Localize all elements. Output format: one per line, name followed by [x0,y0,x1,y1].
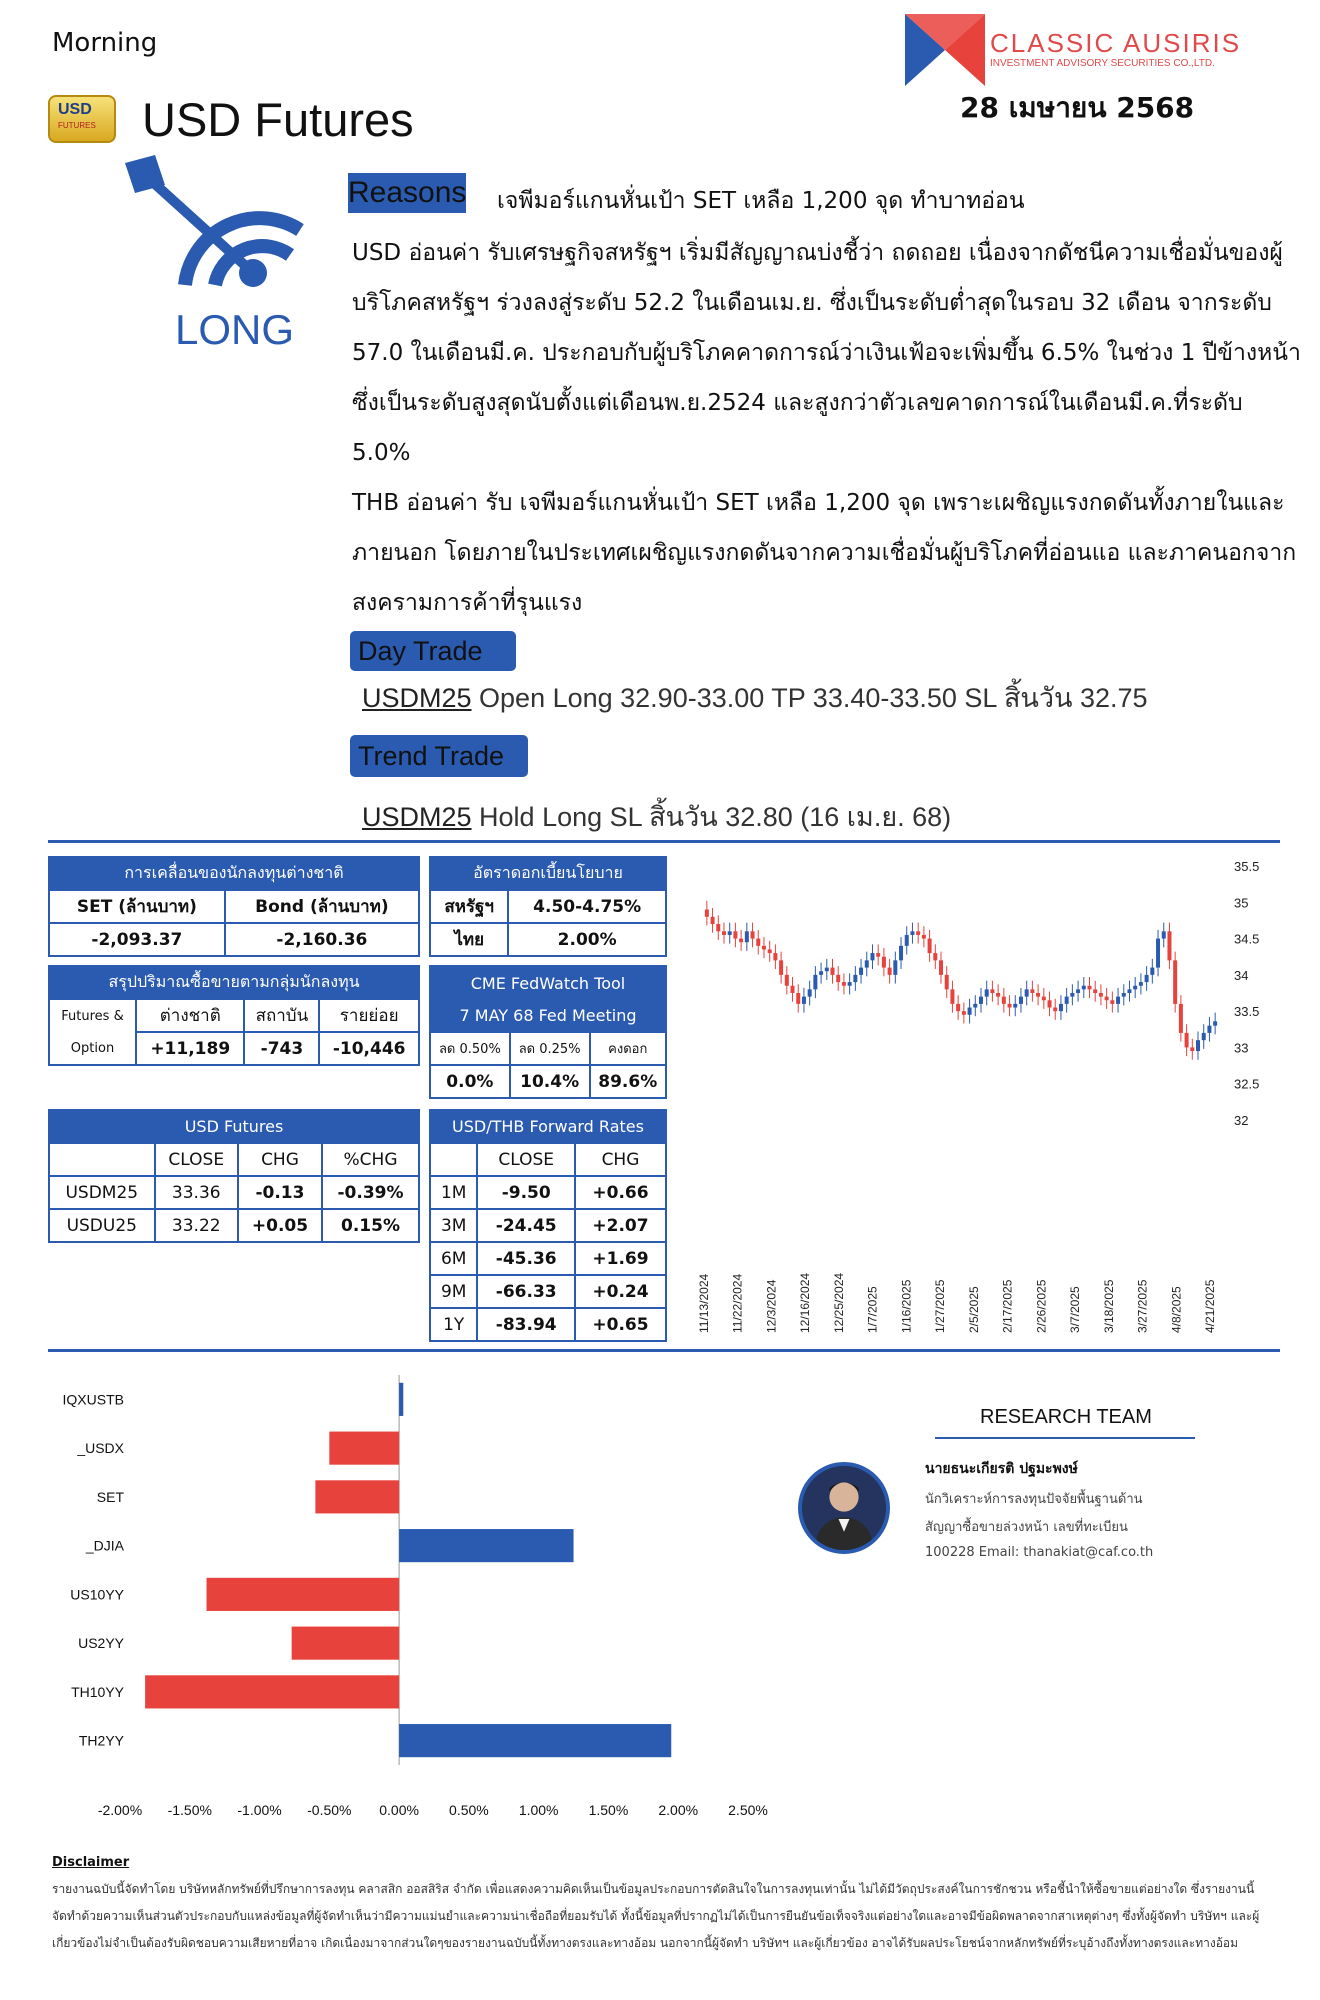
analyst-role-line2: สัญญาซื้อขายล่วงหน้า เลขที่ทะเบียน [925,1520,1128,1535]
candle-body [1105,997,1109,1001]
y-tick-label: 34 [1234,967,1249,983]
candle-body [802,997,806,1004]
candle-body [1059,1004,1063,1011]
y-tick-label: 35 [1234,895,1249,911]
candle-body [985,989,989,996]
candle-body [1207,1026,1211,1033]
candle-body [768,949,772,953]
market-change-bar-chart [48,1365,768,1830]
candle-body [728,931,732,935]
candle-body [1099,993,1103,997]
x-tick-label: 0.50% [449,1802,489,1818]
y-tick-label: 32 [1234,1113,1249,1128]
badge-text: USD [58,101,92,118]
x-tick-label: 4/21/2025 [1203,1279,1217,1333]
trend-trade-code[interactable]: USDM25 [362,802,472,832]
bar [145,1675,399,1708]
table-cell: -66.33 [477,1275,575,1308]
table-row [430,1275,666,1308]
table-cell: -2,160.36 [225,923,419,956]
fedwatch-table [429,965,667,1099]
candle-body [791,986,795,993]
table-cell: -45.36 [477,1242,575,1275]
bar [399,1383,403,1416]
thb-paragraph: THB อ่อนค่า รับ เจพีมอร์แกนหั่นเป้า SET เหลือ 1,200 จุด เพราะเผชิญแรงกดดันทั้งภายในและภายนอก โดยภายในประเทศเผชิญแรงกดดันจากความเชื่อมั่นผู้บริโภคที่อ่อนแอ และภาคนอกจากสงครามการค้าที่รุนแรง [352,490,1297,616]
table-cell: 89.6% [590,1065,667,1098]
table-row [430,1176,666,1209]
candle-body [1202,1033,1206,1040]
candle-body [990,989,994,993]
badge-subtext: FUTURES [58,121,96,130]
company-logo-icon [905,14,985,86]
foreign-flow-table [48,856,420,957]
table-title: อัตราดอกเบี้ยนโยบาย [430,857,666,890]
bar-category-label: _USDX [77,1440,124,1457]
table-row [430,1242,666,1275]
table-cell: 3M [430,1209,477,1242]
candle-body [819,971,823,975]
trend-trade-line [362,795,951,838]
y-tick-label: 35.5 [1234,859,1260,874]
candle-body [813,975,817,990]
x-tick-label: 12/16/2024 [798,1272,813,1333]
table-cell: 6M [430,1242,477,1275]
x-tick-label: 2/5/2025 [966,1286,981,1333]
table-row [430,1209,666,1242]
candle-body [836,975,840,982]
candle-body [711,917,715,924]
table-cell: -83.94 [477,1308,575,1341]
table-cell: USDM25 [49,1176,155,1209]
table-row [430,1308,666,1341]
candle-body [1070,993,1074,997]
candle-body [933,953,937,960]
forward-rates-table [429,1109,667,1342]
table-header: ต่างชาติ [136,999,244,1032]
candle-body [905,935,909,946]
trend-trade-tag: Trend Trade [350,735,528,777]
candle-body [1053,1008,1057,1012]
table-header: คงดอก [590,1032,667,1065]
candle-body [853,975,857,982]
candle-body [745,931,749,942]
table-cell: +0.65 [575,1308,666,1341]
candle-body [762,946,766,950]
candle-body [1002,997,1006,1004]
candle-body [1048,1000,1052,1007]
candle-body [1088,986,1092,990]
table-cell: 33.22 [155,1209,238,1242]
x-tick-label: 3/27/2025 [1135,1279,1150,1333]
table-cell: -9.50 [477,1176,575,1209]
trend-trade-text: Hold Long SL สิ้นวัน 32.80 (16 เม.ย. 68) [471,802,952,832]
candle-body [1076,989,1080,993]
table-title: การเคลื่อนของนักลงทุนต่างชาติ [49,857,419,890]
bar [315,1480,399,1513]
candle-body [1156,939,1160,968]
candle-body [1008,1004,1012,1008]
bar-category-label: US2YY [78,1635,124,1652]
x-tick-label: 0.00% [379,1802,419,1818]
bar [292,1627,399,1660]
table-cell: 0.15% [322,1209,419,1242]
candle-body [939,960,943,975]
candle-body [876,953,880,957]
table-header: CLOSE [155,1143,238,1176]
company-name: CLASSIC AUSIRIS [990,28,1242,58]
table-header: ลด 0.25% [510,1032,590,1065]
candle-body [842,982,846,986]
candle-body [1190,1047,1194,1051]
candle-body [1196,1040,1200,1051]
reasons-headline: เจพีมอร์แกนหั่นเป้า SET เหลือ 1,200 จุด ทำบาทอ่อน [497,188,1025,214]
candle-body [831,968,835,975]
table-header [430,1143,477,1176]
x-tick-label: 11/22/2024 [730,1273,745,1333]
candle-body [1065,997,1069,1004]
candle-body [1110,1000,1114,1004]
x-tick-label: 1.50% [588,1802,629,1818]
bar [207,1578,400,1611]
company-subname: INVESTMENT ADVISORY SECURITIES CO.,LTD. [990,58,1215,69]
candle-body [859,968,863,975]
table-title: USD/THB Forward Rates [430,1110,666,1143]
candle-body [1122,993,1126,997]
x-tick-label: 3/18/2025 [1101,1279,1116,1333]
candle-body [808,989,812,996]
table-header: SET (ล้านบาท) [49,890,225,923]
candle-body [722,931,726,935]
candle-body [1042,997,1046,1001]
usdthb-candlestick-chart [690,858,1280,1338]
table-header: CHG [575,1143,666,1176]
table-subtitle: 7 MAY 68 Fed Meeting [430,999,666,1032]
candle-body [979,997,983,1004]
table-header: CHG [238,1143,322,1176]
candle-body [1013,1004,1017,1008]
x-tick-label: 4/8/2025 [1169,1286,1184,1333]
candle-body [1093,989,1097,993]
bar-category-label: SET [96,1488,124,1505]
table-cell: 1Y [430,1308,477,1341]
table-title: USD Futures [49,1110,419,1143]
bar [399,1724,671,1757]
bar-category-label: IQXUSTB [62,1391,124,1408]
day-trade-line [362,676,1148,719]
candle-body [1145,975,1149,982]
y-tick-label: 32.5 [1234,1076,1260,1092]
table-cell: ไทย [430,923,508,956]
table-cell: -2,093.37 [49,923,225,956]
table-cell: 10.4% [510,1065,590,1098]
table-cell: สหรัฐฯ [430,890,508,923]
candle-body [893,960,897,975]
table-row [49,1176,419,1209]
candle-body [899,946,903,961]
section-divider [48,1349,1280,1352]
table-cell: +0.24 [575,1275,666,1308]
table-header: %CHG [322,1143,419,1176]
target-dart-icon [125,155,310,295]
reasons-tag: Reasons [348,173,466,213]
candle-body [1185,1033,1189,1048]
candle-body [888,968,892,975]
product-title: USD Futures [142,93,414,146]
table-cell: Option [49,1032,136,1065]
research-team-title: RESEARCH TEAM [980,1406,1152,1428]
candle-body [1150,968,1154,975]
signal-label: LONG [175,306,295,353]
table-header: Bond (ล้านบาท) [225,890,419,923]
table-cell: -10,446 [319,1032,419,1065]
analyst-name: นายธนะเกียรติ ปฐมะพงษ์ [925,1461,1078,1477]
analyst-contact[interactable]: 100228 Email: thanakiat@caf.co.th [925,1545,1154,1560]
x-tick-label: 2/17/2025 [1000,1279,1015,1333]
table-cell: +0.05 [238,1209,322,1242]
candle-body [1025,989,1029,996]
table-cell: 9M [430,1275,477,1308]
table-cell: +11,189 [136,1032,244,1065]
x-tick-label: 2.50% [728,1802,768,1818]
table-row [49,1209,419,1242]
candle-body [1116,997,1120,1004]
table-cell: Futures & [49,999,136,1032]
table-cell: 0.0% [430,1065,510,1098]
usd-paragraph: USD อ่อนค่า รับเศรษฐกิจสหรัฐฯ เริ่มมีสัญญาณบ่งชี้ว่า ถดถอย เนื่องจากดัชนีความเชื่อมั่นของผู้บริโภคสหรัฐฯ ร่วงลงสู่ระดับ 52.2 ในเดือนเม.ย. ซึ่งเป็นระดับต่ำสุดในรอบ 32 เดือน จากระดับ 57.0 ในเดือนมี.ค. ประกอบกับผู้บริโภคคาดการณ์ว่าเงินเฟ้อจะเพิ่มขึ้น 6.5% ในช่วง 1 ปีข้างหน้า ซึ่งเป็นระดับสูงสุดนับตั้งแต่เดือนพ.ย.2524 และสูงกว่าตัวเลขคาดการณ์ในเดือนมี.ค.ที่ระดับ 5.0% [352,240,1301,466]
analyst-role-line1: นักวิเคราะห์การลงทุนปัจจัยพื้นฐานด้าน [925,1492,1143,1507]
table-title: CME FedWatch Tool [430,966,666,999]
report-date: 28 เมษายน 2568 [960,91,1195,124]
policy-rate-table [429,856,667,957]
candle-body [848,982,852,986]
y-tick-label: 34.5 [1234,931,1260,947]
bar-category-label: US10YY [70,1586,124,1603]
x-tick-label: 1/16/2025 [899,1279,914,1333]
x-tick-label: -0.50% [307,1802,352,1818]
table-cell: -0.39% [322,1176,419,1209]
y-tick-label: 33.5 [1234,1004,1260,1020]
x-tick-label: 2.00% [658,1802,699,1818]
candle-body [796,993,800,1004]
disclaimer-text: รายงานฉบับนี้จัดทำโดย บริษัทหลักทรัพย์ที่ปรึกษาการลงทุน คลาสสิก ออสสิริส จำกัด เพื่อแสดงความคิดเห็นเป็นข้อมูลประกอบการตัดสินใจในการลงทุนเท่านั้น ไม่ได้มีวัตถุประสงค์ในการชักชวน หรือชี้นำให้ซื้อขายแต่อย่างใด ซึ่งรายงานนี้ จัดทำด้วยความเห็นส่วนตัวประกอบกับแหล่งข้อมูลที่ผู้จัดทำเห็นว่ามีความแม่นยำและความน่าเชื่อถือที่ยอมรับได้ ทั้งนี้ข้อมูลที่ปรากฏไม่ได้เป็นการยืนยันข้อเท็จจริงแต่อย่างใดและอาจมีข้อผิดพลาดจากสาเหตุต่างๆ ซึ่งทั้งผู้จัดทำ บริษัทฯ และผู้เกี่ยวข้องไม่จำเป็นต้องรับผิดชอบความเสียหายที่อาจ เกิดเนื่องมาจากส่วนใดๆของรายงานฉบับนี้ทั้งทางตรงและทางอ้อม นอกจากนี้ผู้จัดทำ บริษัทฯ และผู้เกี่ยวข้อง อาจได้รับผลประโยชน์จากหลักทรัพย์ที่ระบุอ้างถึงทั้งทางตรงและทางอ้อม [52,1882,1260,1950]
candle-body [1179,1004,1183,1033]
x-tick-label: 11/13/2024 [697,1273,711,1333]
candle-body [1167,931,1171,960]
table-cell: 33.36 [155,1176,238,1209]
table-header: รายย่อย [319,999,419,1032]
candle-body [956,1004,960,1011]
table-header: สถาบัน [244,999,319,1032]
table-cell: +0.66 [575,1176,666,1209]
x-tick-label: 3/7/2025 [1068,1286,1083,1333]
candle-body [910,931,914,935]
candle-body [1162,931,1166,938]
candle-body [1030,989,1034,993]
x-tick-label: 12/3/2024 [764,1279,779,1333]
x-tick-label: 12/25/2024 [831,1272,846,1333]
research-title-underline [935,1437,1195,1439]
day-trade-code[interactable]: USDM25 [362,683,472,713]
candle-body [1082,986,1086,990]
candle-body [865,960,869,967]
x-tick-label: 1/7/2025 [865,1286,880,1333]
table-cell: -743 [244,1032,319,1065]
candle-body [1133,986,1137,990]
x-tick-label: -2.00% [97,1802,143,1818]
table-cell: -0.13 [238,1176,322,1209]
session-label: Morning [52,28,158,58]
day-trade-text: Open Long 32.90-33.00 TP 33.40-33.50 SL สิ้นวัน 32.75 [471,683,1148,713]
x-tick-label: -1.50% [167,1802,212,1818]
table-title: สรุปปริมาณซื้อขายตามกลุ่มนักลงทุน [49,966,419,999]
candle-body [785,975,789,986]
candle-body [916,931,920,935]
disclaimer-title: Disclaimer [52,1855,130,1870]
candle-body [779,960,783,975]
table-header: CLOSE [477,1143,575,1176]
candle-body [950,989,954,1004]
usd-futures-table [48,1109,420,1243]
candle-body [1139,982,1143,986]
candle-body [1036,993,1040,997]
table-cell: USDU25 [49,1209,155,1242]
table-header [49,1143,155,1176]
x-tick-label: -1.00% [237,1802,282,1818]
table-cell: +2.07 [575,1209,666,1242]
candle-body [773,953,777,960]
candle-body [1173,960,1177,1004]
table-cell: 4.50-4.75% [508,890,666,923]
candle-body [922,935,926,939]
bar-category-label: _DJIA [85,1537,124,1554]
candle-body [1019,997,1023,1004]
section-divider [48,840,1280,843]
x-tick-label: 1.00% [518,1802,559,1818]
candle-body [945,975,949,990]
analyst-avatar [798,1462,890,1554]
candle-body [716,924,720,931]
person-icon [802,1466,886,1550]
candle-body [882,957,886,968]
y-tick-label: 33 [1234,1040,1249,1056]
candle-body [739,939,743,943]
candle-body [996,993,1000,997]
table-cell: -24.45 [477,1209,575,1242]
candle-body [825,968,829,972]
bar [329,1432,399,1465]
x-tick-label: 1/27/2025 [933,1279,948,1333]
bar-category-label: TH2YY [78,1732,124,1749]
candle-body [705,910,709,917]
candle-body [756,939,760,946]
candle-body [733,931,737,938]
candle-body [1127,989,1131,993]
table-cell: +1.69 [575,1242,666,1275]
candle-body [973,1004,977,1008]
candle-body [962,1011,966,1015]
investor-group-table [48,965,420,1066]
candle-body [928,939,932,954]
table-header: ลด 0.50% [430,1032,510,1065]
candle-body [968,1008,972,1015]
candle-body [870,953,874,960]
day-trade-tag: Day Trade [350,631,516,671]
bar [399,1529,573,1562]
x-tick-label: 2/26/2025 [1034,1279,1049,1333]
usd-futures-badge-icon [48,95,116,143]
candle-body [1213,1021,1217,1025]
candle-body [751,931,755,938]
table-cell: 1M [430,1176,477,1209]
bar-category-label: TH10YY [71,1683,124,1700]
table-cell: 2.00% [508,923,666,956]
